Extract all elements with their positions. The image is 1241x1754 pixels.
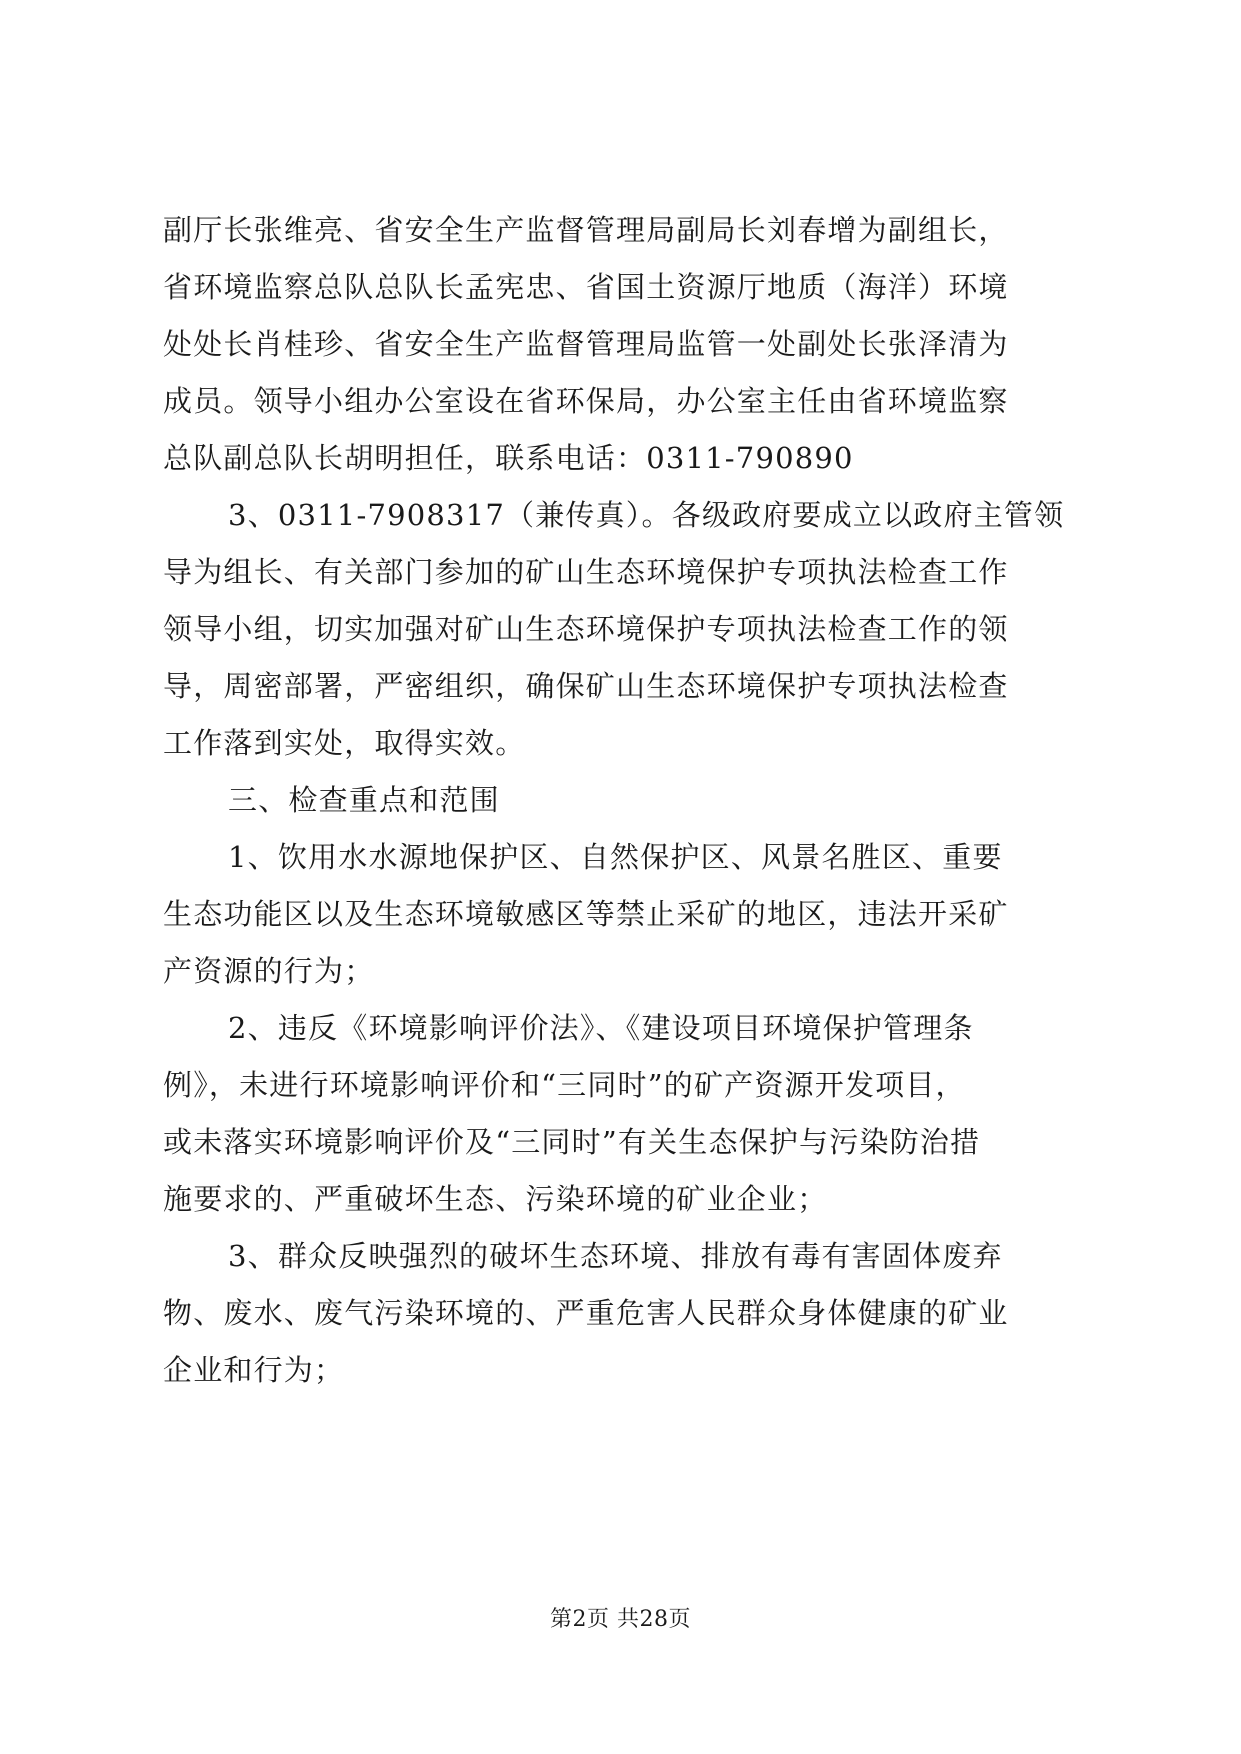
text-line: 物、废水、废气污染环境的、严重危害人民群众身体健康的矿业 (163, 1296, 1009, 1330)
text-line: 领导小组，切实加强对矿山生态环境保护专项执法检查工作的领 (163, 612, 1009, 646)
text-line: 副厅长张维亮、省安全生产监督管理局副局长刘春增为副组长， (163, 213, 1009, 247)
text-line: 省环境监察总队总队长孟宪忠、省国土资源厅地质（海洋）环境 (163, 270, 1009, 304)
text-line: 3、群众反映强烈的破坏生态环境、排放有毒有害固体废弃 (228, 1239, 1003, 1273)
text-line: 企业和行为； (163, 1353, 345, 1387)
text-line: 产资源的行为； (163, 954, 375, 988)
text-line: 例》，未进行环境影响评价和“三同时”的矿产资源开发项目， (163, 1068, 966, 1102)
text-line: 1、饮用水水源地保护区、自然保护区、风景名胜区、重要 (228, 840, 1003, 874)
text-line: 生态功能区以及生态环境敏感区等禁止采矿的地区，违法开采矿 (163, 897, 1009, 931)
text-line: 3、0311-7908317（兼传真）。各级政府要成立以政府主管领 (228, 498, 1065, 532)
text-line: 成员。领导小组办公室设在省环保局，办公室主任由省环境监察 (163, 384, 1009, 418)
text-line: 处处长肖桂珍、省安全生产监督管理局监管一处副处长张泽清为 (163, 327, 1009, 361)
text-line: 总队副总队长胡明担任，联系电话：0311-790890 (163, 441, 854, 475)
text-line: 导为组长、有关部门参加的矿山生态环境保护专项执法检查工作 (163, 555, 1009, 589)
text-line: 施要求的、严重破坏生态、污染环境的矿业企业； (163, 1182, 828, 1216)
text-line: 工作落到实处，取得实效。 (163, 726, 526, 760)
text-line: 2、违反《环境影响评价法》、《建设项目环境保护管理条 (228, 1011, 974, 1045)
text-line: 导，周密部署，严密组织，确保矿山生态环境保护专项执法检查 (163, 669, 1009, 703)
text-line: 或未落实环境影响评价及“三同时”有关生态保护与污染防治措 (163, 1125, 981, 1159)
page-footer: 第2页 共28页 (550, 1607, 691, 1632)
section-heading: 三、检查重点和范围 (228, 783, 500, 817)
